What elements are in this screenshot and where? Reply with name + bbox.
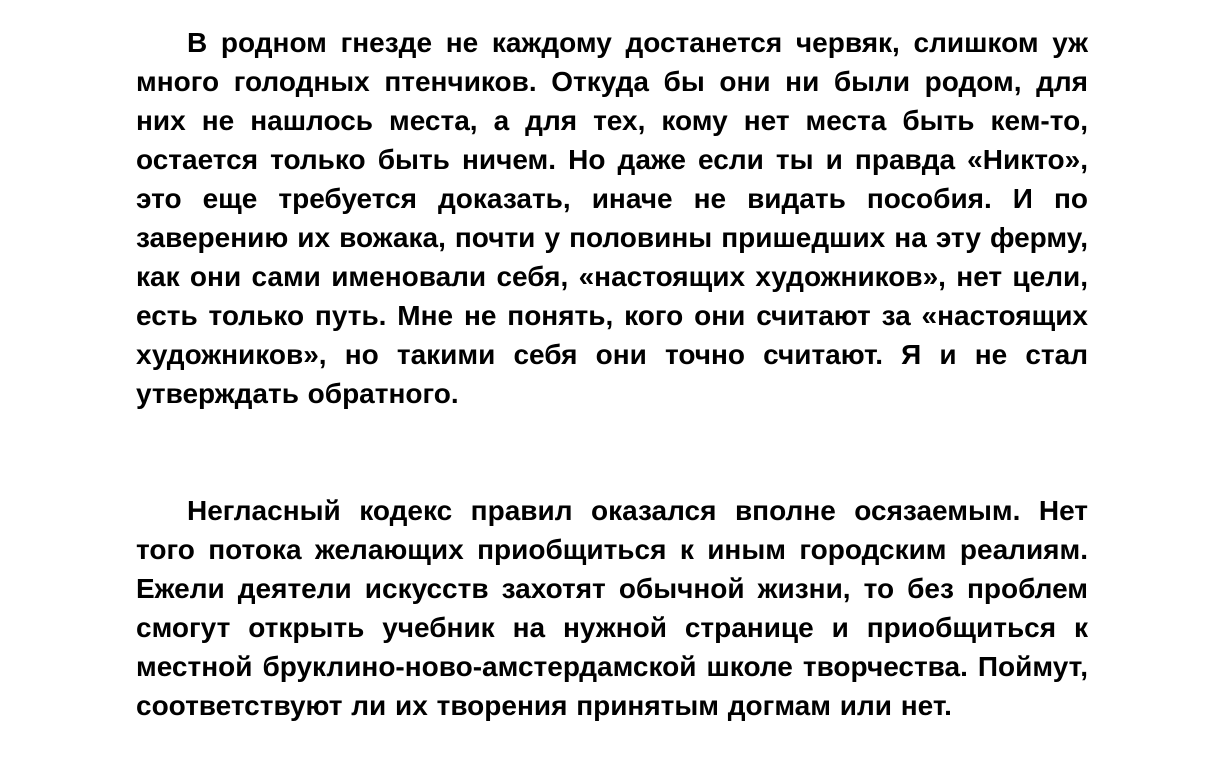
paragraph-2: Негласный кодекс правил оказался вполне осязаемым. Нет того потока желающих приобщиться к иным городским реалиям. Ежели деятели искусств захотят обычной жизни, то без проблем смогут открыть учебник на нужной странице и приобщиться к местной бруклино-ново-амстердамской школе творчества. Поймут, соответствуют ли их творения принятым догмам или нет. (136, 495, 1088, 721)
paragraph-1: В родном гнезде не каждому достанется червяк, слишком уж много голодных птенчиков. Откуда бы они ни были родом, для них не нашлось места, а для тех, кому нет места быть кем-то, остается только быть ничем. Но даже если ты и правда «Никто», это еще требуется доказать, иначе не видать пособия. И по заверению их вожака, почти у половины пришедших на эту ферму, как они сами именовали себя, «настоящих художников», нет цели, есть только путь. Мне не понять, кого они считают за «настоящих художников», но такими себя они точно считают. Я и не стал утверждать обратного. (136, 27, 1088, 409)
